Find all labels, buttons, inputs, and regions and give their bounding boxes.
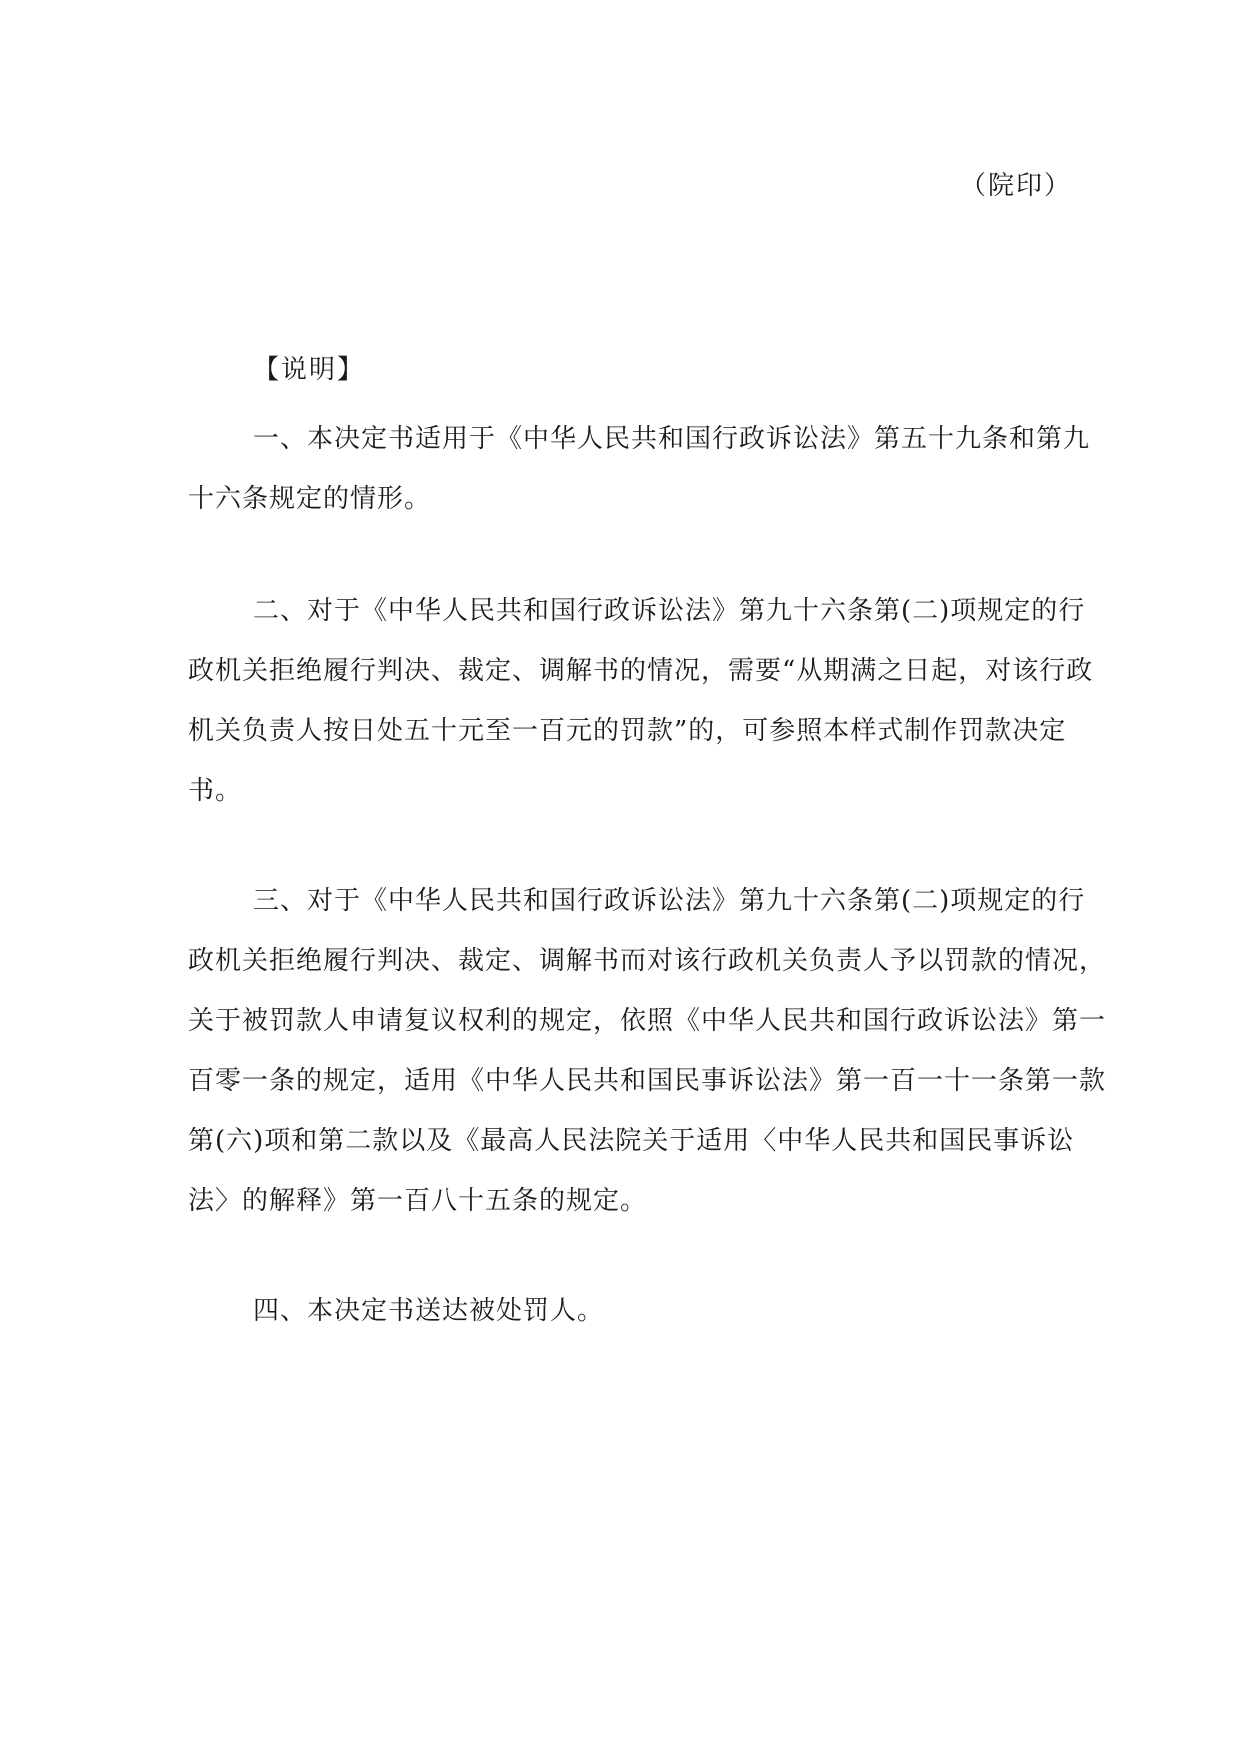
section-heading: 【说明】 [253,355,366,385]
paragraph-line: 关于被罚款人申请复议权利的规定，依照《中华人民共和国行政诉讼法》第一 [188,1006,1107,1036]
paragraph-line: 四、本决定书送达被处罚人。 [253,1296,605,1326]
paragraph-line: 一、本决定书适用于《中华人民共和国行政诉讼法》第五十九条和第九 [253,424,1091,454]
paragraph-line: 书。 [188,776,243,806]
paragraph-line: 百零一条的规定，适用《中华人民共和国民事诉讼法》第一百一十一条第一款 [188,1066,1107,1096]
paragraph-line: 法〉的解释》第一百八十五条的规定。 [188,1186,648,1216]
seal-note: （院印） [960,171,1073,201]
paragraph-line: 第(六)项和第二款以及《最高人民法院关于适用〈中华人民共和国民事诉讼 [188,1126,1075,1156]
paragraph-line: 机关负责人按日处五十元至一百元的罚款”的，可参照本样式制作罚款决定 [188,716,1067,746]
paragraph-line: 政机关拒绝履行判决、裁定、调解书的情况，需要“从期满之日起，对该行政 [188,656,1094,686]
paragraph-line: 政机关拒绝履行判决、裁定、调解书而对该行政机关负责人予以罚款的情况， [188,946,1107,976]
paragraph-line: 十六条规定的情形。 [188,484,432,514]
paragraph-line: 二、对于《中华人民共和国行政诉讼法》第九十六条第(二)项规定的行 [253,596,1086,626]
paragraph-line: 三、对于《中华人民共和国行政诉讼法》第九十六条第(二)项规定的行 [253,886,1086,916]
